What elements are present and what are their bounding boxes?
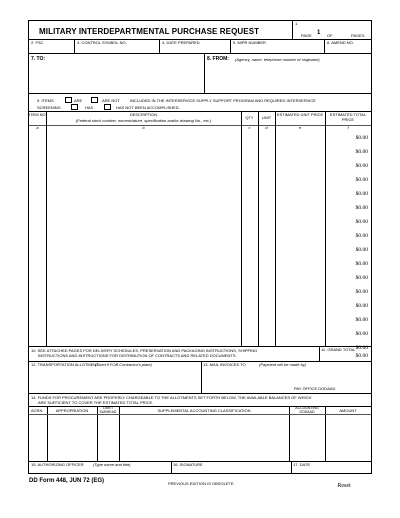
- previous-edition-note: PREVIOUS EDITION IS OBSOLETE.: [168, 481, 235, 486]
- funds-statement-text: 14. FUNDS FOR PROCUREMENT ARE PROPERLY CHARGEABLE TO THE ALLOTMENTS SET FORTH BELOW, THE AVAILABLE BALANCES OF WHICH: [31, 395, 312, 400]
- acrn-header: ACRN: [31, 408, 43, 413]
- funds-statement-text-2: ARE SUFFICIENT TO COVER THE ESTIMATED TOTAL PRICE.: [38, 400, 154, 405]
- mipr-number-label: 5. MIPR NUMBER: [233, 40, 266, 45]
- screening-has-label: HAS: [85, 105, 94, 110]
- total-price-value[interactable]: $0.00: [355, 289, 368, 295]
- date-label: 17. DATE: [293, 462, 311, 467]
- amend-no-label: 6. AMEND NO.: [327, 40, 354, 45]
- pages-label: PAGES: [351, 33, 365, 38]
- col-letter: a: [36, 125, 39, 130]
- unit-header: UNIT: [261, 115, 272, 120]
- item-no-field[interactable]: [30, 131, 45, 345]
- description-subheader: (Federal stock number, nomenclature, specification and/or drawing No., etc.): [75, 118, 212, 123]
- form-identifier: DD Form 448, JUN 72 (EG): [29, 478, 105, 484]
- unit-price-header: ESTIMATED UNIT PRICE: [276, 112, 324, 117]
- from-label: 8. FROM:: [207, 56, 229, 62]
- item-no-header: ITEM NO.: [29, 112, 47, 117]
- authorizing-officer-label: 15. AUTHORIZING OFFICER: [31, 462, 84, 467]
- description-header: DESCRIPTION: [129, 112, 158, 117]
- items-are-checkbox[interactable]: [65, 97, 72, 103]
- total-price-header: ESTIMATED TOTAL PRICE: [329, 112, 367, 122]
- total-price-value[interactable]: $0.00: [355, 135, 368, 141]
- of-label: OF: [327, 33, 333, 38]
- pay-office-dodaad-field[interactable]: [345, 385, 369, 392]
- mipr-number-field[interactable]: [232, 45, 323, 52]
- fsc-label: 2. FSC: [31, 40, 44, 45]
- screening-label: SCREENING: [37, 105, 61, 110]
- total-price-value[interactable]: $0.00: [355, 247, 368, 253]
- total-price-value[interactable]: $0.00: [355, 233, 368, 239]
- from-field[interactable]: [207, 64, 369, 92]
- total-price-value[interactable]: $0.00: [355, 275, 368, 281]
- col-letter: b: [142, 125, 145, 130]
- transportation-hint: (Used if FOB Contractor's plant): [95, 362, 152, 367]
- grand-total-label: 11. GRAND TOTAL: [321, 347, 356, 352]
- total-price-value[interactable]: $0.00: [355, 163, 368, 169]
- total-price-value[interactable]: $0.00: [355, 303, 368, 309]
- accounting-dodaad-field[interactable]: [290, 415, 324, 460]
- reset-button[interactable]: Reset: [337, 483, 351, 489]
- amend-no-field[interactable]: [326, 45, 370, 52]
- form-title: MILITARY INTERDEPARTMENTAL PURCHASE REQUEST: [39, 27, 260, 36]
- items-are-label: ARE: [74, 98, 83, 103]
- appropriation-header: APPROPRIATION: [55, 408, 89, 413]
- total-price-value[interactable]: $0.00: [355, 345, 368, 351]
- mail-invoices-hint: (Payment will be made by): [259, 362, 307, 367]
- description-field[interactable]: [47, 131, 240, 345]
- amount-header: AMOUNT: [339, 408, 357, 413]
- qty-field[interactable]: [242, 131, 257, 345]
- unit-field[interactable]: [259, 131, 274, 345]
- total-price-value[interactable]: $0.00: [355, 331, 368, 337]
- accounting-dodaad-header: ACCOUNTING DODAAD: [295, 406, 319, 414]
- box1-number: 1.: [295, 21, 299, 26]
- total-price-value[interactable]: $0.00: [355, 177, 368, 183]
- screening-has-not-label: HAS NOT BEEN ACCOMPLISHED.: [116, 105, 180, 110]
- items-are-not-label: ARE NOT: [102, 98, 120, 103]
- qty-header: QTY: [245, 115, 254, 120]
- date-prepared-label: 4. DATE PREPARED: [162, 40, 200, 45]
- acrn-field[interactable]: [30, 415, 46, 460]
- total-price-value[interactable]: $0.00: [355, 219, 368, 225]
- date-prepared-field[interactable]: [161, 45, 229, 52]
- page-label: PAGE: [301, 33, 312, 38]
- to-field[interactable]: [31, 64, 203, 92]
- mail-invoices-label: 13. MAIL INVOICES TO: [203, 362, 246, 367]
- appropriation-field[interactable]: [48, 415, 96, 460]
- signature-label: 16. SIGNATURE: [173, 462, 203, 467]
- grand-total-value[interactable]: $0.00: [355, 353, 368, 359]
- pay-office-dodaad-label: PAY OFFICE DODAAD: [294, 386, 336, 391]
- unit-price-field[interactable]: [276, 131, 324, 345]
- transportation-field[interactable]: [31, 368, 199, 392]
- purchase-request-form: [28, 20, 372, 474]
- from-hint: (Agency, name, telephone number of originator): [235, 57, 320, 62]
- total-pages-field[interactable]: [335, 31, 349, 38]
- col-letter: e: [298, 125, 302, 130]
- mail-invoices-field[interactable]: [203, 368, 369, 383]
- limit-subhead-header: LIMIT/ SUBHEAD: [99, 406, 117, 414]
- col-letter: f: [347, 125, 349, 130]
- amount-field[interactable]: [326, 415, 370, 460]
- items-are-not-checkbox[interactable]: [91, 97, 98, 103]
- page-number[interactable]: 1: [317, 30, 321, 36]
- fsc-field[interactable]: [31, 45, 73, 52]
- col-letter: c: [248, 125, 251, 130]
- supplemental-field[interactable]: [120, 415, 288, 460]
- authorizing-officer-field[interactable]: [31, 467, 169, 473]
- items-label: 9. ITEMS: [37, 98, 54, 103]
- signature-field[interactable]: [173, 467, 289, 473]
- total-price-value[interactable]: $0.00: [355, 205, 368, 211]
- to-label: 7. TO:: [31, 56, 46, 62]
- total-price-value[interactable]: $0.00: [355, 149, 368, 155]
- screening-has-checkbox[interactable]: [71, 104, 78, 110]
- total-price-value[interactable]: $0.00: [355, 317, 368, 323]
- control-symbol-field[interactable]: [76, 45, 158, 52]
- screening-has-not-checkbox[interactable]: [104, 104, 111, 110]
- date-field[interactable]: [293, 467, 369, 473]
- control-symbol-label: 3. CONTROL SYMBOL NO.: [77, 40, 127, 45]
- items-included-text: INCLUDED IN THE INTERSERVICE SUPPLY SUPPORT PROGRAM AND REQUIRED INTERSERVICE: [130, 98, 316, 103]
- col-letter: d: [265, 125, 268, 130]
- delivery-instructions-text: 10. SEE ATTACHED PAGES FOR DELIVERY SCHEDULES, PRESERVATION AND PACKAGING INSTRUCTIONS, SHIPPING: [31, 348, 258, 353]
- transportation-label: 12. TRANSPORTATION ALLOTMENT: [31, 362, 99, 367]
- total-price-value[interactable]: $0.00: [355, 261, 368, 267]
- supplemental-header: SUPPLEMENTAL ACCOUNTING CLASSIFICATION: [157, 408, 251, 413]
- authorizing-officer-hint: (Type name and title): [93, 462, 131, 467]
- total-price-value[interactable]: $0.00: [355, 191, 368, 197]
- delivery-instructions-text-2: INSTRUCTIONS AND INSTRUCTIONS FOR DISTRIBUTION OF CONTRACTS AND RELATED DOCUMENTS.: [38, 353, 237, 358]
- limit-subhead-field[interactable]: [98, 415, 118, 460]
